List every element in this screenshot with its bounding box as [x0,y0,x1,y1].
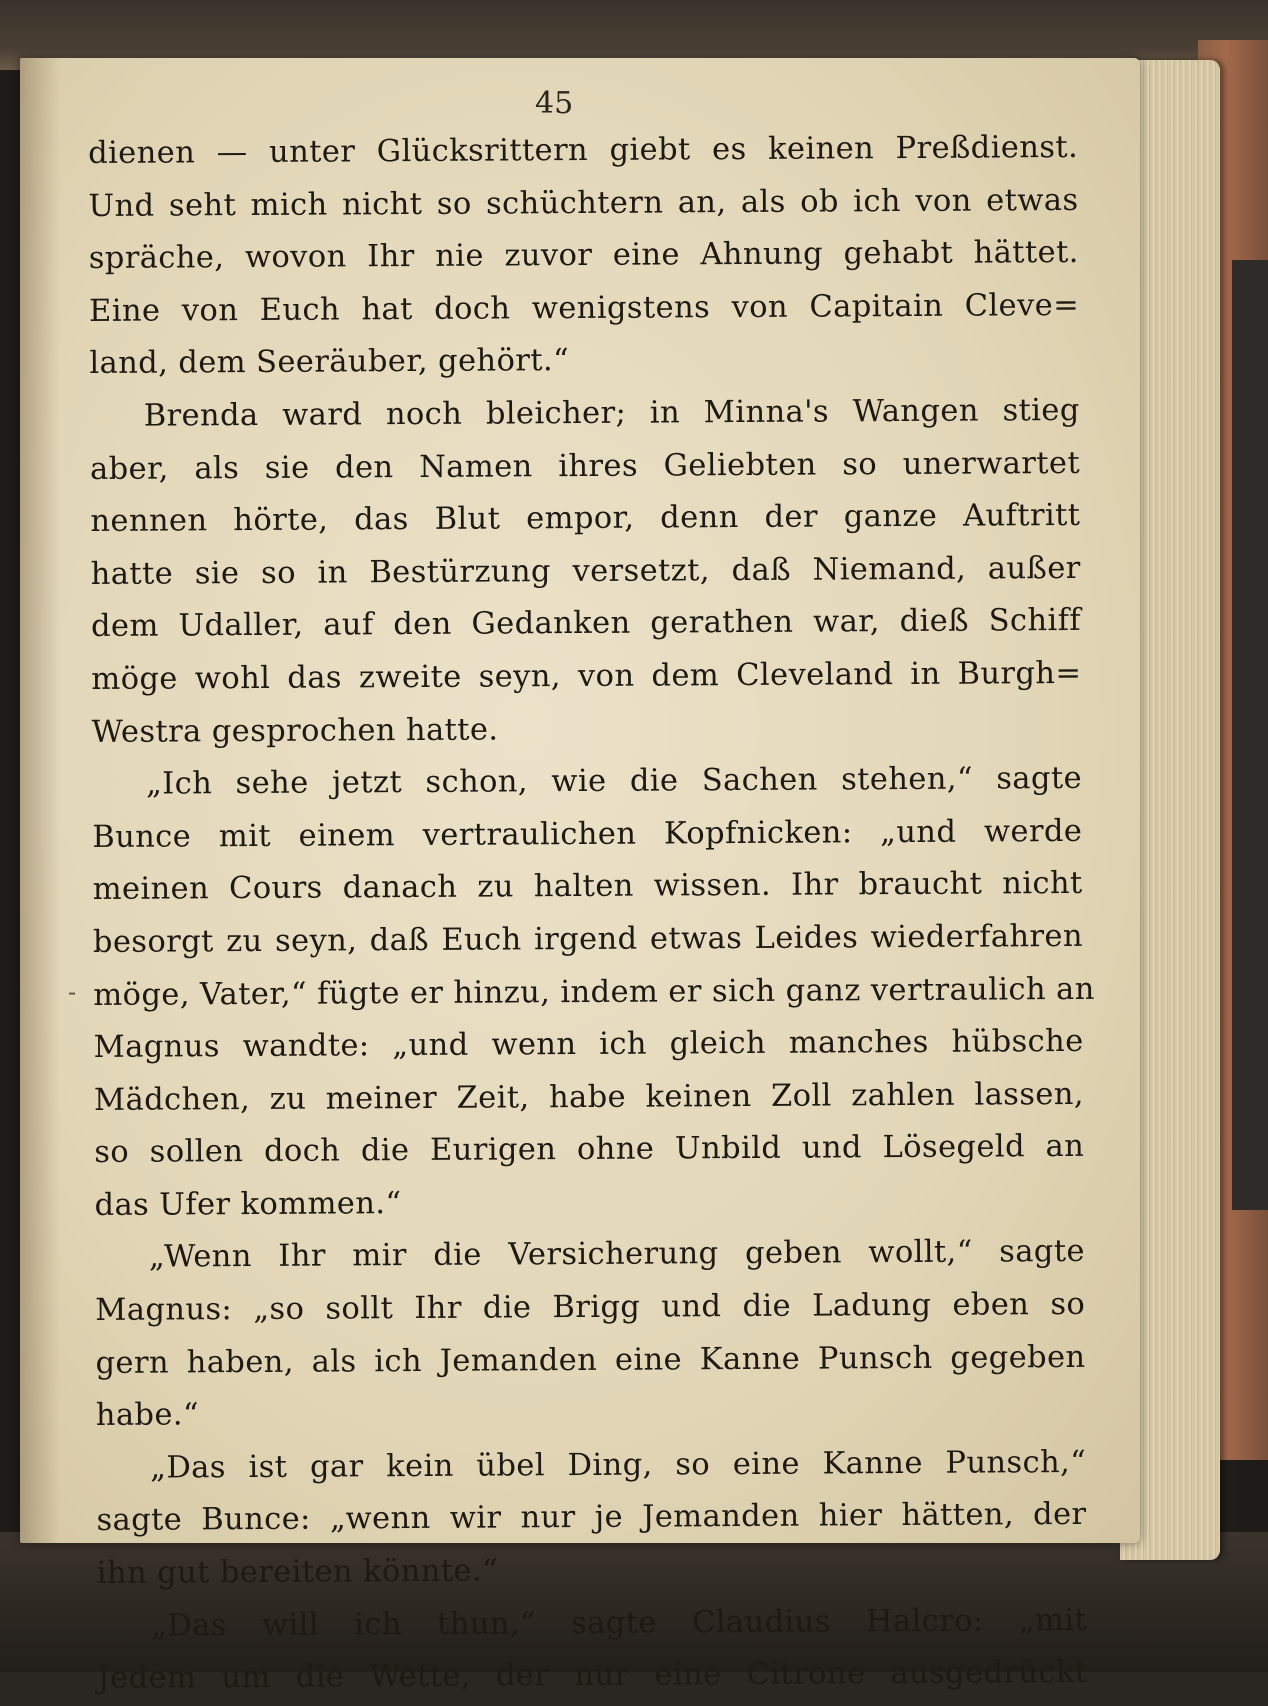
text-line: das Ufer kommen.“ [94,1185,402,1223]
text-line: Bunce mit einem vertraulichen Kopfnicken: „und werde [92,813,1083,855]
text-line: habe.“ [95,1397,200,1434]
page-gutter [20,58,60,1543]
text-line: so sollen doch die Eurigen ohne Unbild und Lösegeld an [94,1129,1085,1171]
text-line: möge wohl das zweite seyn, von dem Cleveland in Burgh= [91,655,1082,697]
text-line: nennen hörte, das Blut empor, denn der ganze Auftritt [90,498,1081,540]
text-line: Brenda ward noch bleicher; in Minna's Wangen stieg [143,392,1080,434]
text-line: besorgt zu seyn, daß Euch irgend etwas Leides wiederfahren [92,918,1084,960]
text-line: land, dem Seeräuber, gehört.“ [89,343,570,382]
text-line: gern haben, als ich Jemanden eine Kanne Punsch gegeben [95,1339,1086,1381]
text-line: sagte Bunce: „wenn wir nur je Jemanden hier hätten, der [96,1497,1087,1539]
text-line: aber, als sie den Namen ihres Geliebten so unerwartet [89,445,1081,487]
text-line: Mädchen, zu meiner Zeit, habe keinen Zoll zahlen lassen, [93,1076,1085,1118]
text-line: dem Udaller, auf den Gedanken gerathen war, dieß Schiff [90,603,1082,645]
text-line: dienen — unter Glücksrittern giebt es keinen Preßdienst. [88,129,1079,171]
text-line: „Wenn Ihr mir die Versicherung geben wollt,“ sagte [148,1234,1085,1276]
book-page [20,58,1140,1697]
text-line: ihn gut bereiten könnte.“ [96,1553,499,1592]
text-line: „Das ist gar kein übel Ding, so eine Kanne Punsch,“ [150,1444,1087,1486]
text-line: möge, Vater,“ fügte er hinzu, indem er sich ganz vertraulich an [93,971,1095,1013]
page-number: 45 [535,86,574,121]
text-line: spräche, wovon Ihr nie zuvor eine Ahnung gehabt hättet. [88,235,1079,277]
text-line: „Ich sehe jetzt schon, wie die Sachen stehen,“ sagte [145,761,1083,802]
text-line: Magnus: „so sollt Ihr die Brigg und die Ladung eben so [95,1286,1086,1329]
text-line: hatte sie so in Bestürzung versetzt, daß Niemand, außer [90,550,1081,592]
text-line: „Das will ich thun,“ sagte Claudius Halcro: „mit [151,1602,1088,1644]
text-line: Jedem um die Wette, der nur eine Citrone ausgedrückt [97,1655,1088,1697]
margin-mark: - [68,978,77,1006]
book-spine-shadow [1232,260,1268,1210]
text-line: meinen Cours danach zu halten wissen. Ihr braucht nicht [92,866,1083,908]
text-line: Magnus wandte: „und wenn ich gleich manches hübsche [93,1024,1084,1066]
page-text [88,122,1095,1706]
text-line: Westra gesprochen hatte. [91,712,499,750]
text-line: Und seht mich nicht so schüchtern an, als ob ich von etwas [88,182,1079,224]
text-line: Eine von Euch hat doch wenigstens von Capitain Cleve= [89,287,1080,329]
